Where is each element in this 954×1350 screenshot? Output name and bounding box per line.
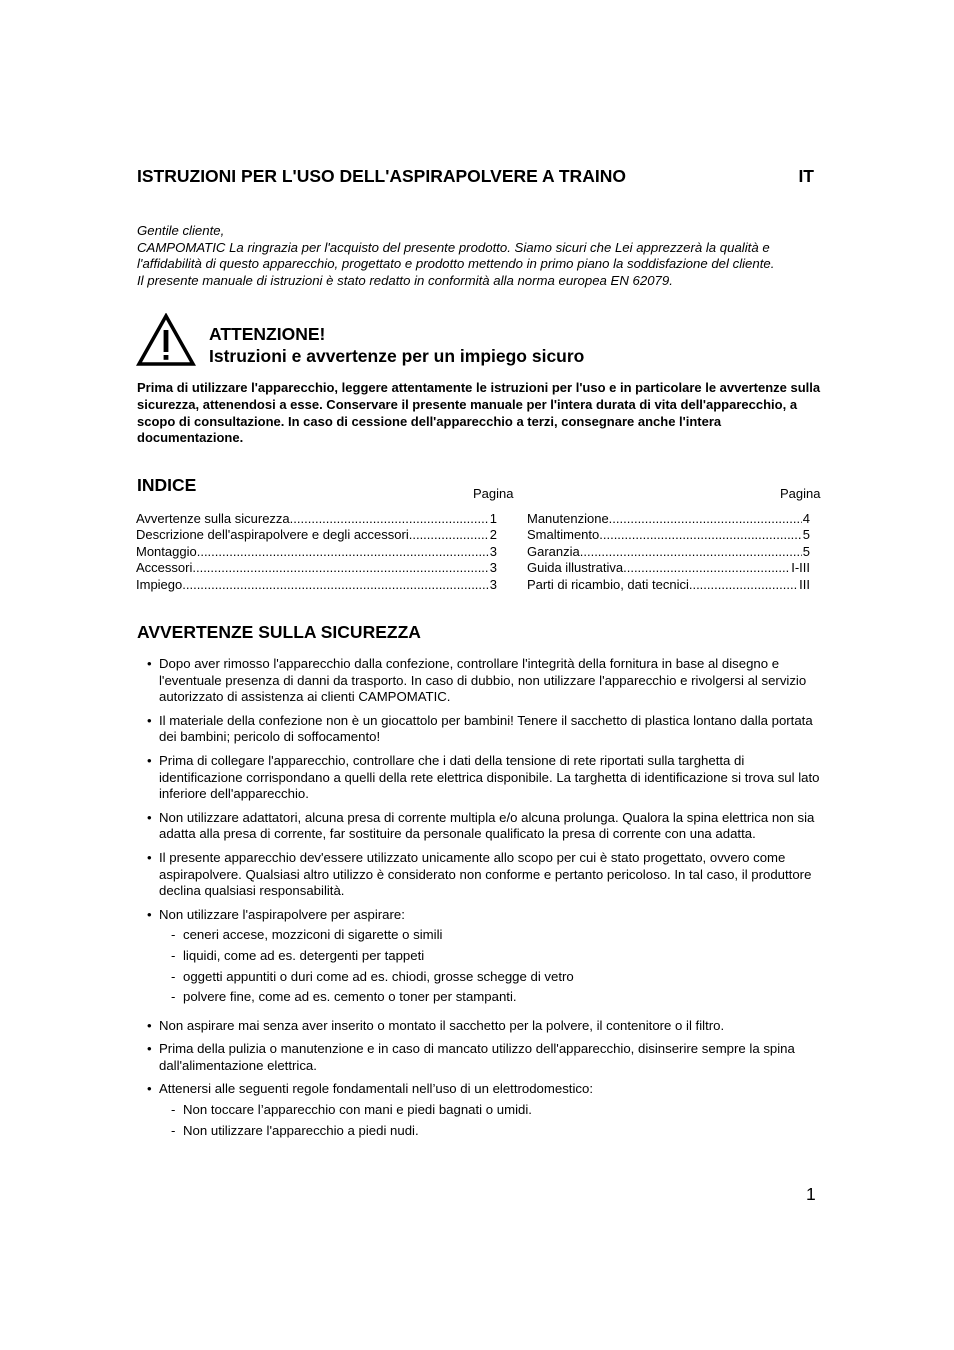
sub-list-item: - Non utilizzare l'apparecchio a piedi nudi. (171, 1122, 419, 1138)
sub-list-item: - polvere fine, come ad es. cemento o toner per stampanti. (171, 989, 517, 1005)
sub-list-item: - oggetti appuntiti o duri come ad es. chiodi, grosse schegge di vetro (171, 968, 574, 984)
list-item: • Dopo aver rimosso l'apparecchio dalla confezione, controllare l'integrità della fornitura in base al disegno e l'eventuale presenza di danni da trasporto. In caso di dubbio, non utilizzare l'apparecchio e rivolgersi al servizio autorizzato di assistenza ai clienti CAMPOMATIC. (147, 656, 807, 705)
list-item: • Prima di collegare l'apparecchio, controllare che i dati della tensione di rete riportati sulla targhetta di identificazione corrispondano a quelli della rete elettrica disponibile. La targhetta di identificazione si trova sul lato inferiore dell'apparecchio. (147, 752, 820, 802)
warning-title: ATTENZIONE! (209, 324, 326, 344)
document-title-text: ISTRUZIONI PER L'USO DELL'ASPIRAPOLVERE A TRAINO (137, 166, 626, 186)
sub-list-item: - ceneri accese, mozziconi di sigarette o simili (171, 927, 443, 943)
intro-text (137, 223, 837, 289)
list-item: • Non aspirare mai senza aver inserito o montato il sacchetto per la polvere, il contenitore o il filtro. (147, 1017, 725, 1033)
page-number: 1 (806, 1184, 816, 1204)
index-entry[interactable]: Accessori ..... 3 (136, 560, 497, 576)
index-entry[interactable]: Avvertenze sulla sicurezza ..... 1 (136, 511, 497, 527)
warning-text: Prima di utilizzare l'apparecchio, leggere attentamente le istruzioni per l'uso e in particolare le avvertenze sulla sicurezza, attenendosi a esse. Conservare il presente manuale per l'intera durata di vita dell'apparecchio, a scopo di consultazione. In caso di cessione dell'apparecchio a terzi, consegnare anche l'intera documentazione. (137, 380, 821, 446)
list-item: • Il presente apparecchio dev'essere utilizzato unicamente allo scopo per cui è stato progettato, ovvero come aspirapolvere. Qualsiasi altro utilizzo è considerato non conforme e pertanto pericoloso. In tal caso, il produttore declina qualsiasi responsabilità. (147, 849, 812, 899)
list-item: • Attenersi alle seguenti regole fondamentali nell’uso di un elettrodomestico: - Non toccare l’apparecchio con mani e piedi bagnati o umidi. - Non utilizzare l'apparecchio a piedi nudi. (147, 1081, 827, 1139)
index-page-label-left: Pagina (473, 486, 514, 501)
sub-list-item: - liquidi, come ad es. detergenti per tappeti (171, 947, 425, 963)
index-entry[interactable]: Garanzia ..... 5 (527, 544, 810, 560)
intro-greeting: Gentile cliente, (137, 223, 225, 238)
warning-heading (209, 323, 584, 367)
list-item: • Il materiale della confezione non è un giocattolo per bambini! Tenere il sacchetto di plastica lontano dalla portata dei bambini; pericolo di soffocamento! (147, 712, 813, 745)
index-entry[interactable]: Parti di ricambio, dati tecnici ..... III (527, 577, 810, 593)
index-entry[interactable]: Impiego ..... 3 (136, 577, 497, 593)
list-item: • Prima della pulizia o manutenzione e in caso di mancato utilizzo dell'apparecchio, disinserire sempre la spina dall'alimentazione elettrica. (147, 1041, 795, 1073)
list-item: • Non utilizzare l'aspirapolvere per aspirare: - ceneri accese, mozziconi di sigarette o simili - liquidi, come ad es. detergenti per tappeti - oggetti appuntiti o duri come ad es. chiodi, grosse schegge di vetro - polvere fine, come ad es. cemento o toner per stampanti. (147, 907, 827, 1006)
safety-heading: AVVERTENZE SULLA SICUREZZA (137, 622, 421, 642)
index-entry[interactable]: Montaggio ..... 3 (136, 544, 497, 560)
document-title (137, 166, 817, 187)
index-entry[interactable]: Guida illustrativa ..... I-III (527, 560, 810, 576)
sub-list-item: - Non toccare l’apparecchio con mani e piedi bagnati o umidi. (171, 1102, 532, 1118)
list-item: • Non utilizzare adattatori, alcuna presa di corrente multipla e/o alcuna prolunga. Qualora la spina elettrica non sia adatta alla presa di corrente, far sostituire da personale qualificato la presa di corrente con una adatta. (147, 809, 815, 842)
safety-list (147, 656, 827, 1146)
index-entry[interactable]: Smaltimento ..... 5 (527, 527, 810, 543)
index-heading: INDICE (137, 475, 197, 495)
warning-subtitle: Istruzioni e avvertenze per un impiego sicuro (209, 346, 585, 366)
index-entry[interactable]: Manutenzione ..... 4 (527, 511, 810, 527)
index-right-column (527, 511, 810, 593)
index-page-label-right: Pagina (780, 486, 821, 501)
index-left-column (136, 511, 497, 593)
intro-thanks: CAMPOMATIC La ringrazia per l'acquisto del presente prodotto. Siamo sicuri che Lei apprezzerà la qualità e l'affidabilità di questo apparecchio, progettato e prodotto mettendo in primo piano la soddisfazione del cliente. (137, 239, 775, 272)
intro-norm: Il presente manuale di istruzioni è stato redatto in conformità alla norma europea EN 62079. (137, 272, 673, 288)
index-entry[interactable]: Descrizione dell'aspirapolvere e degli accessori ..... 2 (136, 527, 497, 543)
warning-triangle-icon (136, 313, 196, 367)
language-code: IT (798, 166, 814, 186)
